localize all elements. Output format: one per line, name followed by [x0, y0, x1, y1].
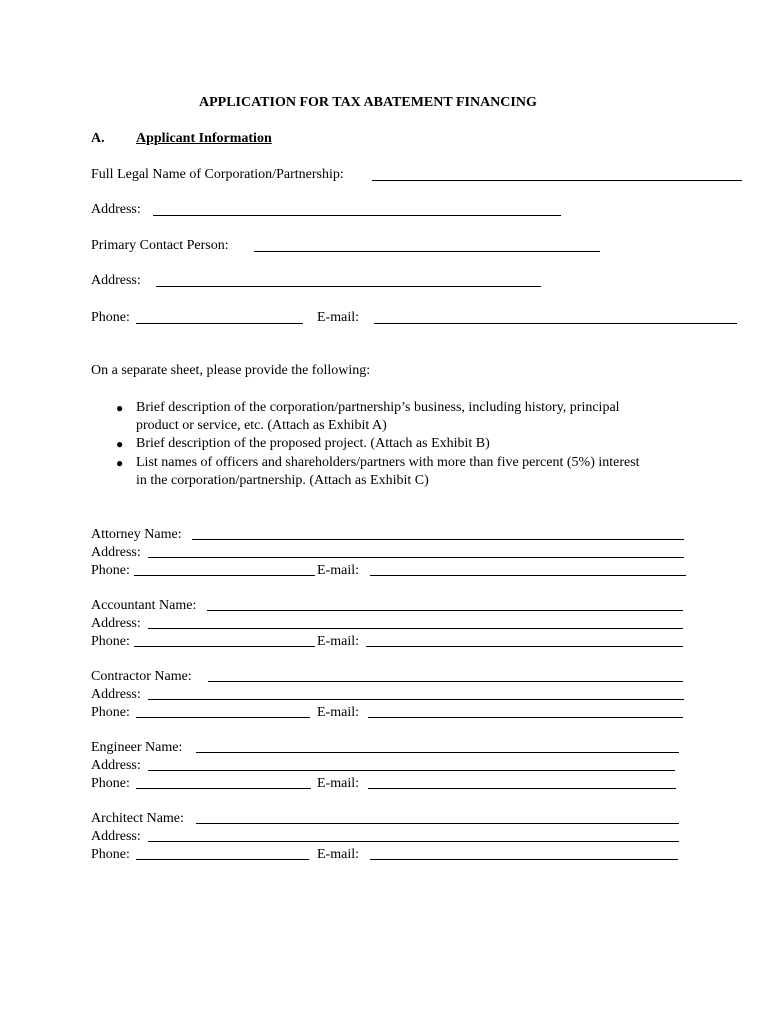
- bullet-3-line-1: List names of officers and shareholders/partners with more than five percent (5%) interest: [136, 455, 640, 470]
- bullet-icon: ●: [116, 456, 124, 470]
- accountant-email-label: E-mail:: [317, 634, 359, 649]
- engineer-name-line[interactable]: [196, 752, 679, 753]
- primary-contact-label: Primary Contact Person:: [91, 238, 229, 253]
- full-legal-name-line[interactable]: [372, 180, 742, 181]
- contractor-email-label: E-mail:: [317, 705, 359, 720]
- contractor-address-label: Address:: [91, 687, 141, 702]
- contractor-name-line[interactable]: [208, 681, 683, 682]
- engineer-name-label: Engineer Name:: [91, 740, 183, 755]
- phone-label: Phone:: [91, 310, 130, 325]
- engineer-phone-label: Phone:: [91, 776, 130, 791]
- bullet-1-line-2: product or service, etc. (Attach as Exhibit A): [136, 418, 387, 433]
- accountant-address-line[interactable]: [148, 628, 683, 629]
- address-line[interactable]: [153, 215, 561, 216]
- attorney-email-label: E-mail:: [317, 563, 359, 578]
- accountant-email-line[interactable]: [366, 646, 683, 647]
- accountant-name-label: Accountant Name:: [91, 598, 197, 613]
- email-line[interactable]: [374, 323, 737, 324]
- architect-phone-label: Phone:: [91, 847, 130, 862]
- engineer-email-label: E-mail:: [317, 776, 359, 791]
- bullet-3-line-2: in the corporation/partnership. (Attach as Exhibit C): [136, 473, 429, 488]
- engineer-email-line[interactable]: [368, 788, 676, 789]
- separate-sheet-intro: On a separate sheet, please provide the following:: [91, 363, 371, 378]
- contractor-email-line[interactable]: [368, 717, 683, 718]
- section-letter: A.: [91, 131, 105, 146]
- accountant-name-line[interactable]: [207, 610, 683, 611]
- attorney-email-line[interactable]: [370, 575, 686, 576]
- engineer-phone-line[interactable]: [136, 788, 311, 789]
- attorney-address-label: Address:: [91, 545, 141, 560]
- architect-phone-line[interactable]: [136, 859, 309, 860]
- email-label: E-mail:: [317, 310, 359, 325]
- architect-email-line[interactable]: [370, 859, 678, 860]
- bullet-icon: ●: [116, 401, 124, 415]
- address-label: Address:: [91, 202, 141, 217]
- architect-name-line[interactable]: [196, 823, 679, 824]
- section-heading: Applicant Information: [136, 131, 272, 146]
- phone-line[interactable]: [136, 323, 303, 324]
- attorney-phone-label: Phone:: [91, 563, 130, 578]
- page-title: APPLICATION FOR TAX ABATEMENT FINANCING: [199, 95, 537, 110]
- attorney-address-line[interactable]: [148, 557, 684, 558]
- contractor-name-label: Contractor Name:: [91, 669, 192, 684]
- attorney-name-line[interactable]: [192, 539, 684, 540]
- contact-address-line[interactable]: [156, 286, 541, 287]
- bullet-1-line-1: Brief description of the corporation/partnership’s business, including history, principal: [136, 400, 620, 415]
- contractor-address-line[interactable]: [148, 699, 684, 700]
- architect-address-label: Address:: [91, 829, 141, 844]
- architect-address-line[interactable]: [148, 841, 679, 842]
- accountant-address-label: Address:: [91, 616, 141, 631]
- full-legal-name-label: Full Legal Name of Corporation/Partnership:: [91, 167, 344, 182]
- engineer-address-line[interactable]: [148, 770, 675, 771]
- engineer-address-label: Address:: [91, 758, 141, 773]
- bullet-icon: ●: [116, 437, 124, 451]
- primary-contact-line[interactable]: [254, 251, 600, 252]
- contractor-phone-label: Phone:: [91, 705, 130, 720]
- accountant-phone-line[interactable]: [134, 646, 315, 647]
- accountant-phone-label: Phone:: [91, 634, 130, 649]
- contractor-phone-line[interactable]: [136, 717, 310, 718]
- attorney-name-label: Attorney Name:: [91, 527, 182, 542]
- architect-name-label: Architect Name:: [91, 811, 184, 826]
- architect-email-label: E-mail:: [317, 847, 359, 862]
- attorney-phone-line[interactable]: [134, 575, 315, 576]
- bullet-2-line-1: Brief description of the proposed project. (Attach as Exhibit B): [136, 436, 490, 451]
- contact-address-label: Address:: [91, 273, 141, 288]
